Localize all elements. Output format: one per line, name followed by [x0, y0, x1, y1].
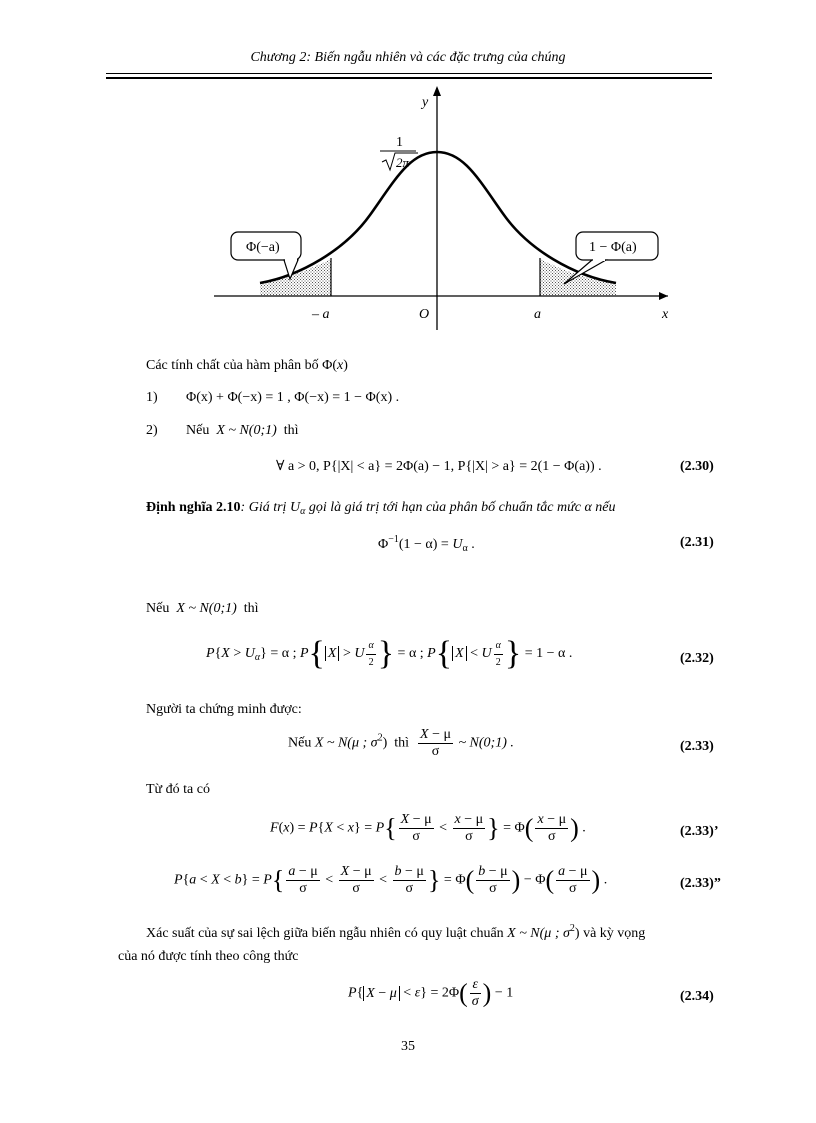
page-header-title: Chương 2: Biến ngẫu nhiên và các đặc trưng của chúng	[250, 50, 566, 65]
equation-2-33-prime: F(x) = P{X < x} = P{ $\frac{X - \mu}{\sigma}$ < $\frac{x - \mu}{\sigma}$ } = Φ( $\frac{x - \mu}{\sigma}$ ) .	[270, 812, 586, 844]
property-1-formula: Φ(x) + Φ(−x) = 1 , Φ(−x) = 1 − Φ(x) .	[186, 390, 400, 405]
right-tail-shading	[540, 259, 616, 296]
equation-2-30-number: (2.30)	[680, 459, 714, 474]
origin-label: O	[419, 307, 430, 322]
hence-text: Từ đó ta có	[146, 782, 210, 797]
proved-text: Người ta chứng minh được:	[146, 702, 302, 717]
equation-2-32-number: (2.32)	[680, 651, 714, 666]
equation-2-33-double-prime: P{a < X < b} = P{ $\frac{a - \mu}{\sigma}$ < $\frac{X - \mu}{\sigma}$ < $\frac{b - \mu}{\sigma}$ } = Φ( $\frac{b - \mu}{\sigma}$ ) − Φ( $\frac{a - \mu}{\sigma}$ ) .	[174, 864, 608, 896]
paragraph-line-2: của nó được tính theo công thức	[118, 949, 299, 964]
y-axis-label: y	[422, 95, 429, 110]
a-label: a	[534, 307, 541, 322]
equation-2-34: P{ X − μ < ε} = 2Φ( $\frac{\varepsilon}{\sigma}$ ) − 1	[348, 977, 514, 1009]
equation-2-32: $P\{X > U_\alpha\} = \alpha$ ; P{ X > U $\frac{\alpha}{2}$ } = α ; P{ X < U $\frac{\alpha}{2}$ } = 1 − α .	[206, 635, 573, 672]
equation-2-33-number: (2.33)	[680, 739, 714, 754]
equation-2-33-prime-number: (2.33)’	[680, 824, 719, 839]
equation-2-30: ∀ a > 0, P{|X| < a} = 2Φ(a) − 1, P{|X| > a} = 2(1 − Φ(a)) .	[276, 459, 602, 474]
paragraph-line-1: Xác suất của sự sai lệch giữa biến ngẫu nhiên có quy luật chuẩn X ~ N(μ ; $\sigma^2$) và kỳ vọng	[146, 923, 646, 941]
equation-2-33: Nếu X ~ N(μ ; $\sigma^2$) thì $\frac{X - \mu}{\sigma}$ ~ N(0;1) .	[288, 727, 514, 759]
property-1-number: 1)	[146, 390, 158, 405]
header-rule-thick	[106, 77, 712, 79]
right-callout-label: 1 − Φ(a)	[589, 240, 637, 255]
x-axis-label: x	[662, 307, 669, 322]
peak-numerator: 1	[396, 135, 403, 150]
peak-denominator: 2π	[396, 155, 410, 170]
neg-a-label: – a	[312, 307, 330, 322]
definition-2-10: Định nghĩa 2.10: Giá trị $U_\alpha$ gọi là giá trị tới hạn của phân bố chuẩn tắc mức α nếu	[146, 500, 616, 517]
equation-2-34-number: (2.34)	[680, 989, 714, 1004]
header-rule-thin	[106, 73, 712, 74]
if-standard-normal-line: Nếu X ~ N(0;1) thì	[146, 601, 259, 616]
equation-2-31: $\Phi^{-1}(1 - \alpha) = U_\alpha$ .	[378, 534, 475, 554]
equation-2-33-double-prime-number: (2.33)”	[680, 876, 721, 891]
left-callout-label: Φ(−a)	[246, 240, 280, 255]
bell-curve	[260, 152, 616, 283]
page-number: 35	[401, 1039, 415, 1054]
properties-intro: Các tính chất của hàm phân bố Φ(x)	[146, 358, 348, 373]
property-2-number: 2)	[146, 423, 158, 438]
normal-density-figure	[0, 80, 816, 340]
equation-2-31-number: (2.31)	[680, 535, 714, 550]
property-2-line: Nếu X ~ N(0;1) thì	[186, 423, 299, 438]
